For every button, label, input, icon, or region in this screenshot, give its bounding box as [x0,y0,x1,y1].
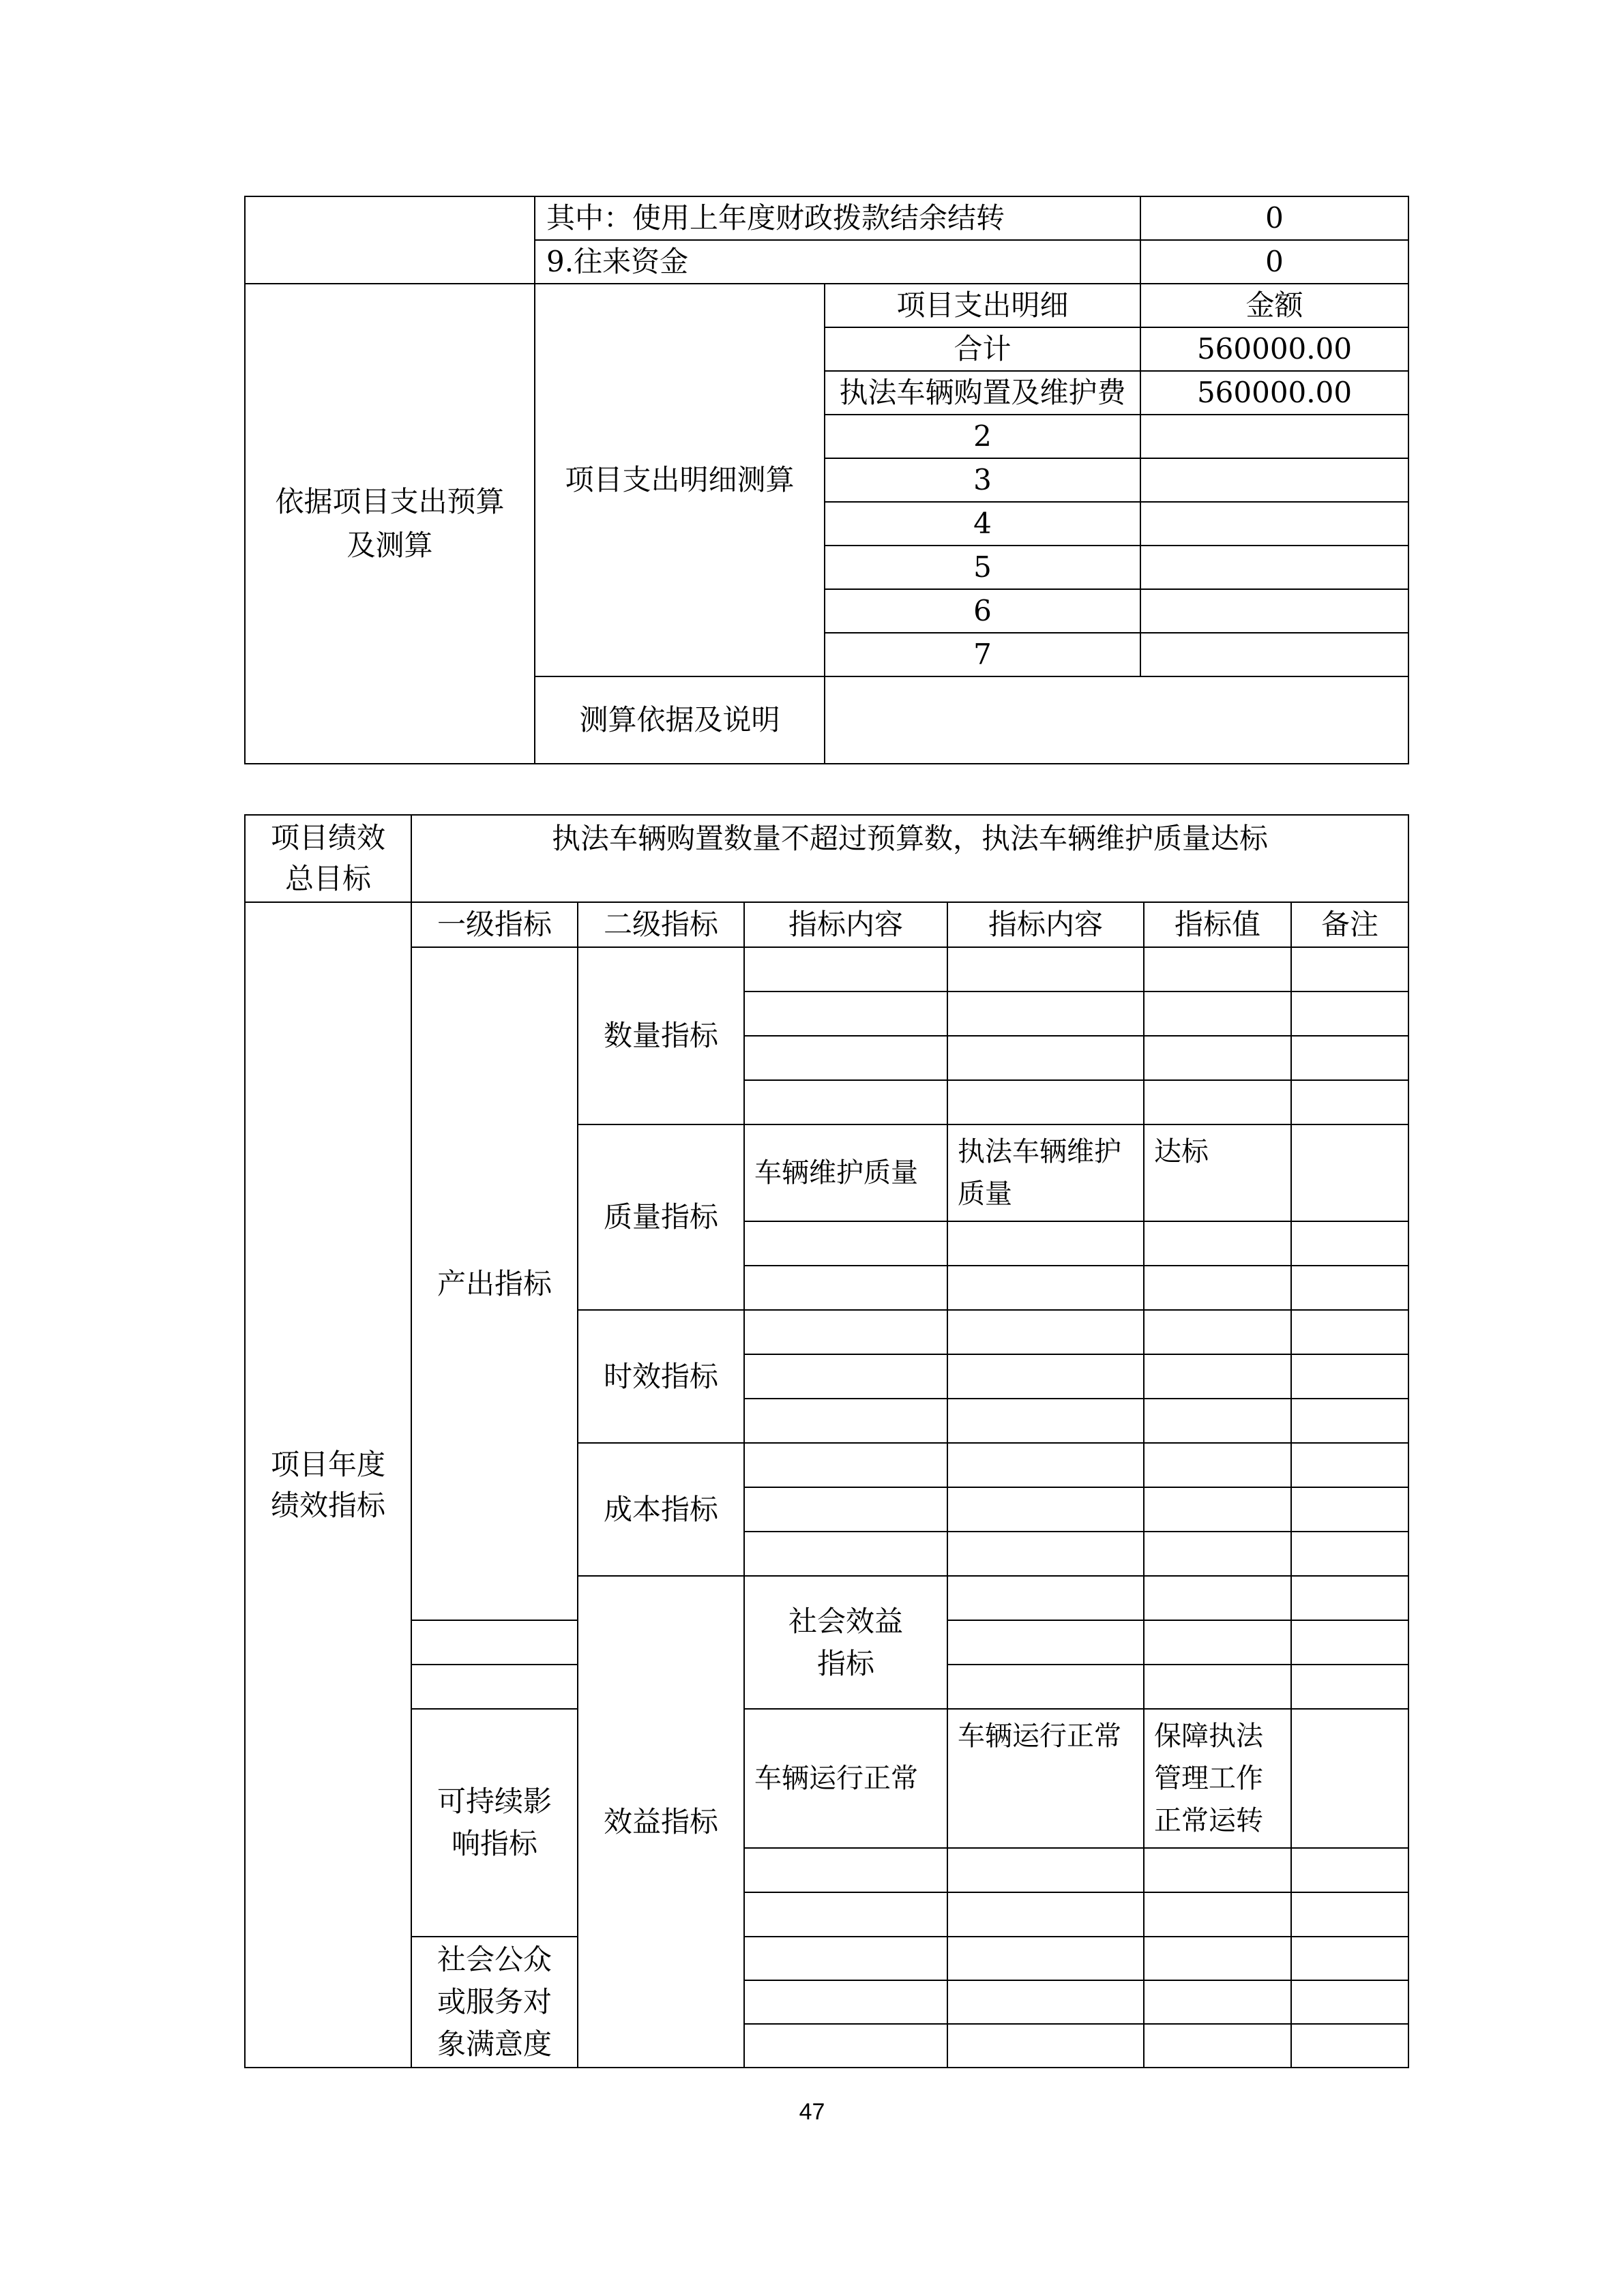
indicator-cell [744,1266,947,1310]
level2-quality: 质量指标 [578,1124,744,1310]
header-value: 指标值 [1144,902,1291,947]
detail-item: 4 [825,502,1140,546]
indicator-cell [947,1221,1144,1266]
indicator-cell [947,1487,1144,1532]
detail-header-item: 项目支出明细 [825,284,1140,327]
overall-goal-label: 项目绩效总目标 [270,821,385,895]
indicator-cell [1144,1036,1291,1080]
indicator-cell [1291,992,1408,1036]
indicator-cell [1144,1266,1291,1310]
empty-cell [245,196,535,284]
indicator-cell [1144,1399,1291,1443]
indicator-cell [1291,1221,1408,1266]
transfer-label: 9.往来资金 [535,240,1140,284]
indicator-cell [947,1980,1144,2024]
carryover-amount: 0 [1140,196,1408,240]
budget-table [244,196,1409,764]
indicator-cell [947,1892,1144,1937]
indicator-cell [744,1848,947,1892]
indicator-cell [1291,1266,1408,1310]
detail-amount [1140,546,1408,589]
indicator-cell [744,1532,947,1576]
level2-timeliness: 时效指标 [578,1310,744,1443]
overall-goal-label-cell [245,815,411,902]
indicator-cell [947,1848,1144,1892]
sustainable-content2: 车辆运行正常 [947,1709,1144,1848]
indicator-cell [744,1487,947,1532]
level2-sustainable-cell [411,1709,578,1937]
indicator-cell [1144,1620,1291,1665]
calc-basis-label: 测算依据及说明 [535,676,825,764]
indicator-cell [1291,2024,1408,2068]
detail-header-amount: 金额 [1140,284,1408,327]
indicator-cell [1291,1620,1408,1665]
indicator-cell [744,1354,947,1399]
indicator-cell [744,1892,947,1937]
indicator-cell [947,947,1144,992]
indicator-cell [1144,1310,1291,1354]
indicator-cell [1144,1080,1291,1124]
indicator-cell [1144,947,1291,992]
indicator-cell [1291,1399,1408,1443]
indicator-cell [1291,1665,1408,1709]
indicator-cell [1144,1443,1291,1487]
indicator-cell [1291,1310,1408,1354]
detail-amount: 560000.00 [1140,371,1408,415]
indicator-cell [1291,1532,1408,1576]
annual-indicators-label: 项目年度绩效指标 [270,1447,385,1522]
level1-benefit: 效益指标 [578,1576,744,2068]
level2-social-cell [744,1576,947,1709]
quality-note [1291,1124,1408,1221]
calc-basis-value [825,676,1408,764]
sustainable-content1: 车辆运行正常 [744,1709,947,1848]
indicator-cell [947,1354,1144,1399]
indicator-cell [1144,1665,1291,1709]
indicator-cell [947,1310,1144,1354]
header-content: 指标内容 [947,902,1144,947]
annual-indicators-label-cell [245,902,411,2068]
indicator-cell [947,1576,1144,1620]
indicator-cell [411,1620,578,1665]
level1-output: 产出指标 [411,947,578,1620]
indicator-cell [1291,1036,1408,1080]
level2-cost: 成本指标 [578,1443,744,1576]
header-level2: 二级指标 [578,902,744,947]
detail-calc-title: 项目支出明细测算 [535,284,825,676]
indicator-cell [1291,1354,1408,1399]
level2-sustainable: 可持续影响指标 [437,1785,552,1860]
indicator-cell [1291,1487,1408,1532]
level2-satisfaction-cell [411,1937,578,2068]
performance-table [244,814,1409,2068]
indicator-cell [1291,1080,1408,1124]
indicator-cell [744,947,947,992]
indicator-cell [1144,2024,1291,2068]
indicator-cell [744,1036,947,1080]
detail-amount [1140,502,1408,546]
detail-item: 2 [825,415,1140,458]
indicator-cell [744,1443,947,1487]
detail-item: 7 [825,633,1140,676]
header-content: 指标内容 [744,902,947,947]
indicator-cell [411,1665,578,1709]
indicator-cell [947,1620,1144,1665]
quality-content2: 执法车辆维护质量 [947,1124,1144,1221]
indicator-cell [744,2024,947,2068]
indicator-cell [744,1310,947,1354]
indicator-cell [1144,1892,1291,1937]
indicator-cell [1291,1937,1408,1980]
detail-item: 3 [825,458,1140,502]
indicator-cell [744,992,947,1036]
transfer-amount: 0 [1140,240,1408,284]
sustainable-value: 保障执法管理工作正常运转 [1144,1709,1291,1848]
indicator-cell [1291,1443,1408,1487]
indicator-cell [1144,1980,1291,2024]
detail-amount [1140,633,1408,676]
level2-social: 社会效益指标 [788,1604,903,1680]
quality-value: 达标 [1144,1124,1291,1221]
indicator-cell [947,2024,1144,2068]
indicator-cell [947,1080,1144,1124]
indicator-cell [1291,1980,1408,2024]
detail-item: 6 [825,589,1140,633]
detail-amount: 560000.00 [1140,327,1408,371]
quality-content1: 车辆维护质量 [744,1124,947,1221]
page-number: 47 [799,2099,825,2125]
sustainable-note [1291,1709,1408,1848]
indicator-cell [947,1266,1144,1310]
detail-amount [1140,458,1408,502]
detail-item: 执法车辆购置及维护费 [825,371,1140,415]
indicator-cell [1144,1532,1291,1576]
indicator-cell [1291,1848,1408,1892]
header-level1: 一级指标 [411,902,578,947]
indicator-cell [1144,1354,1291,1399]
detail-amount [1140,415,1408,458]
indicator-cell [947,1036,1144,1080]
indicator-cell [947,1399,1144,1443]
indicator-cell [744,1221,947,1266]
basis-title: 依据项目支出预算及测算 [275,485,505,562]
indicator-cell [947,1665,1144,1709]
level2-satisfaction: 社会公众或服务对象满意度 [437,1943,552,2061]
indicator-cell [1144,1576,1291,1620]
indicator-cell [1144,1937,1291,1980]
detail-amount [1140,589,1408,633]
indicator-cell [947,1532,1144,1576]
indicator-cell [1144,992,1291,1036]
overall-goal-value: 执法车辆购置数量不超过预算数，执法车辆维护质量达标 [411,815,1408,902]
indicator-cell [744,1399,947,1443]
carryover-label: 其中：使用上年度财政拨款结余结转 [535,196,1140,240]
basis-title-cell [245,284,535,764]
header-note: 备注 [1291,902,1408,947]
indicator-cell [744,1937,947,1980]
indicator-cell [1291,1892,1408,1937]
indicator-cell [1144,1221,1291,1266]
indicator-cell [1144,1487,1291,1532]
indicator-cell [1144,1848,1291,1892]
indicator-cell [1291,1576,1408,1620]
detail-item: 5 [825,546,1140,589]
indicator-cell [1291,947,1408,992]
indicator-cell [947,992,1144,1036]
indicator-cell [744,1080,947,1124]
indicator-cell [947,1443,1144,1487]
detail-item: 合计 [825,327,1140,371]
indicator-cell [744,1980,947,2024]
level2-quantity: 数量指标 [578,947,744,1124]
indicator-cell [947,1937,1144,1980]
